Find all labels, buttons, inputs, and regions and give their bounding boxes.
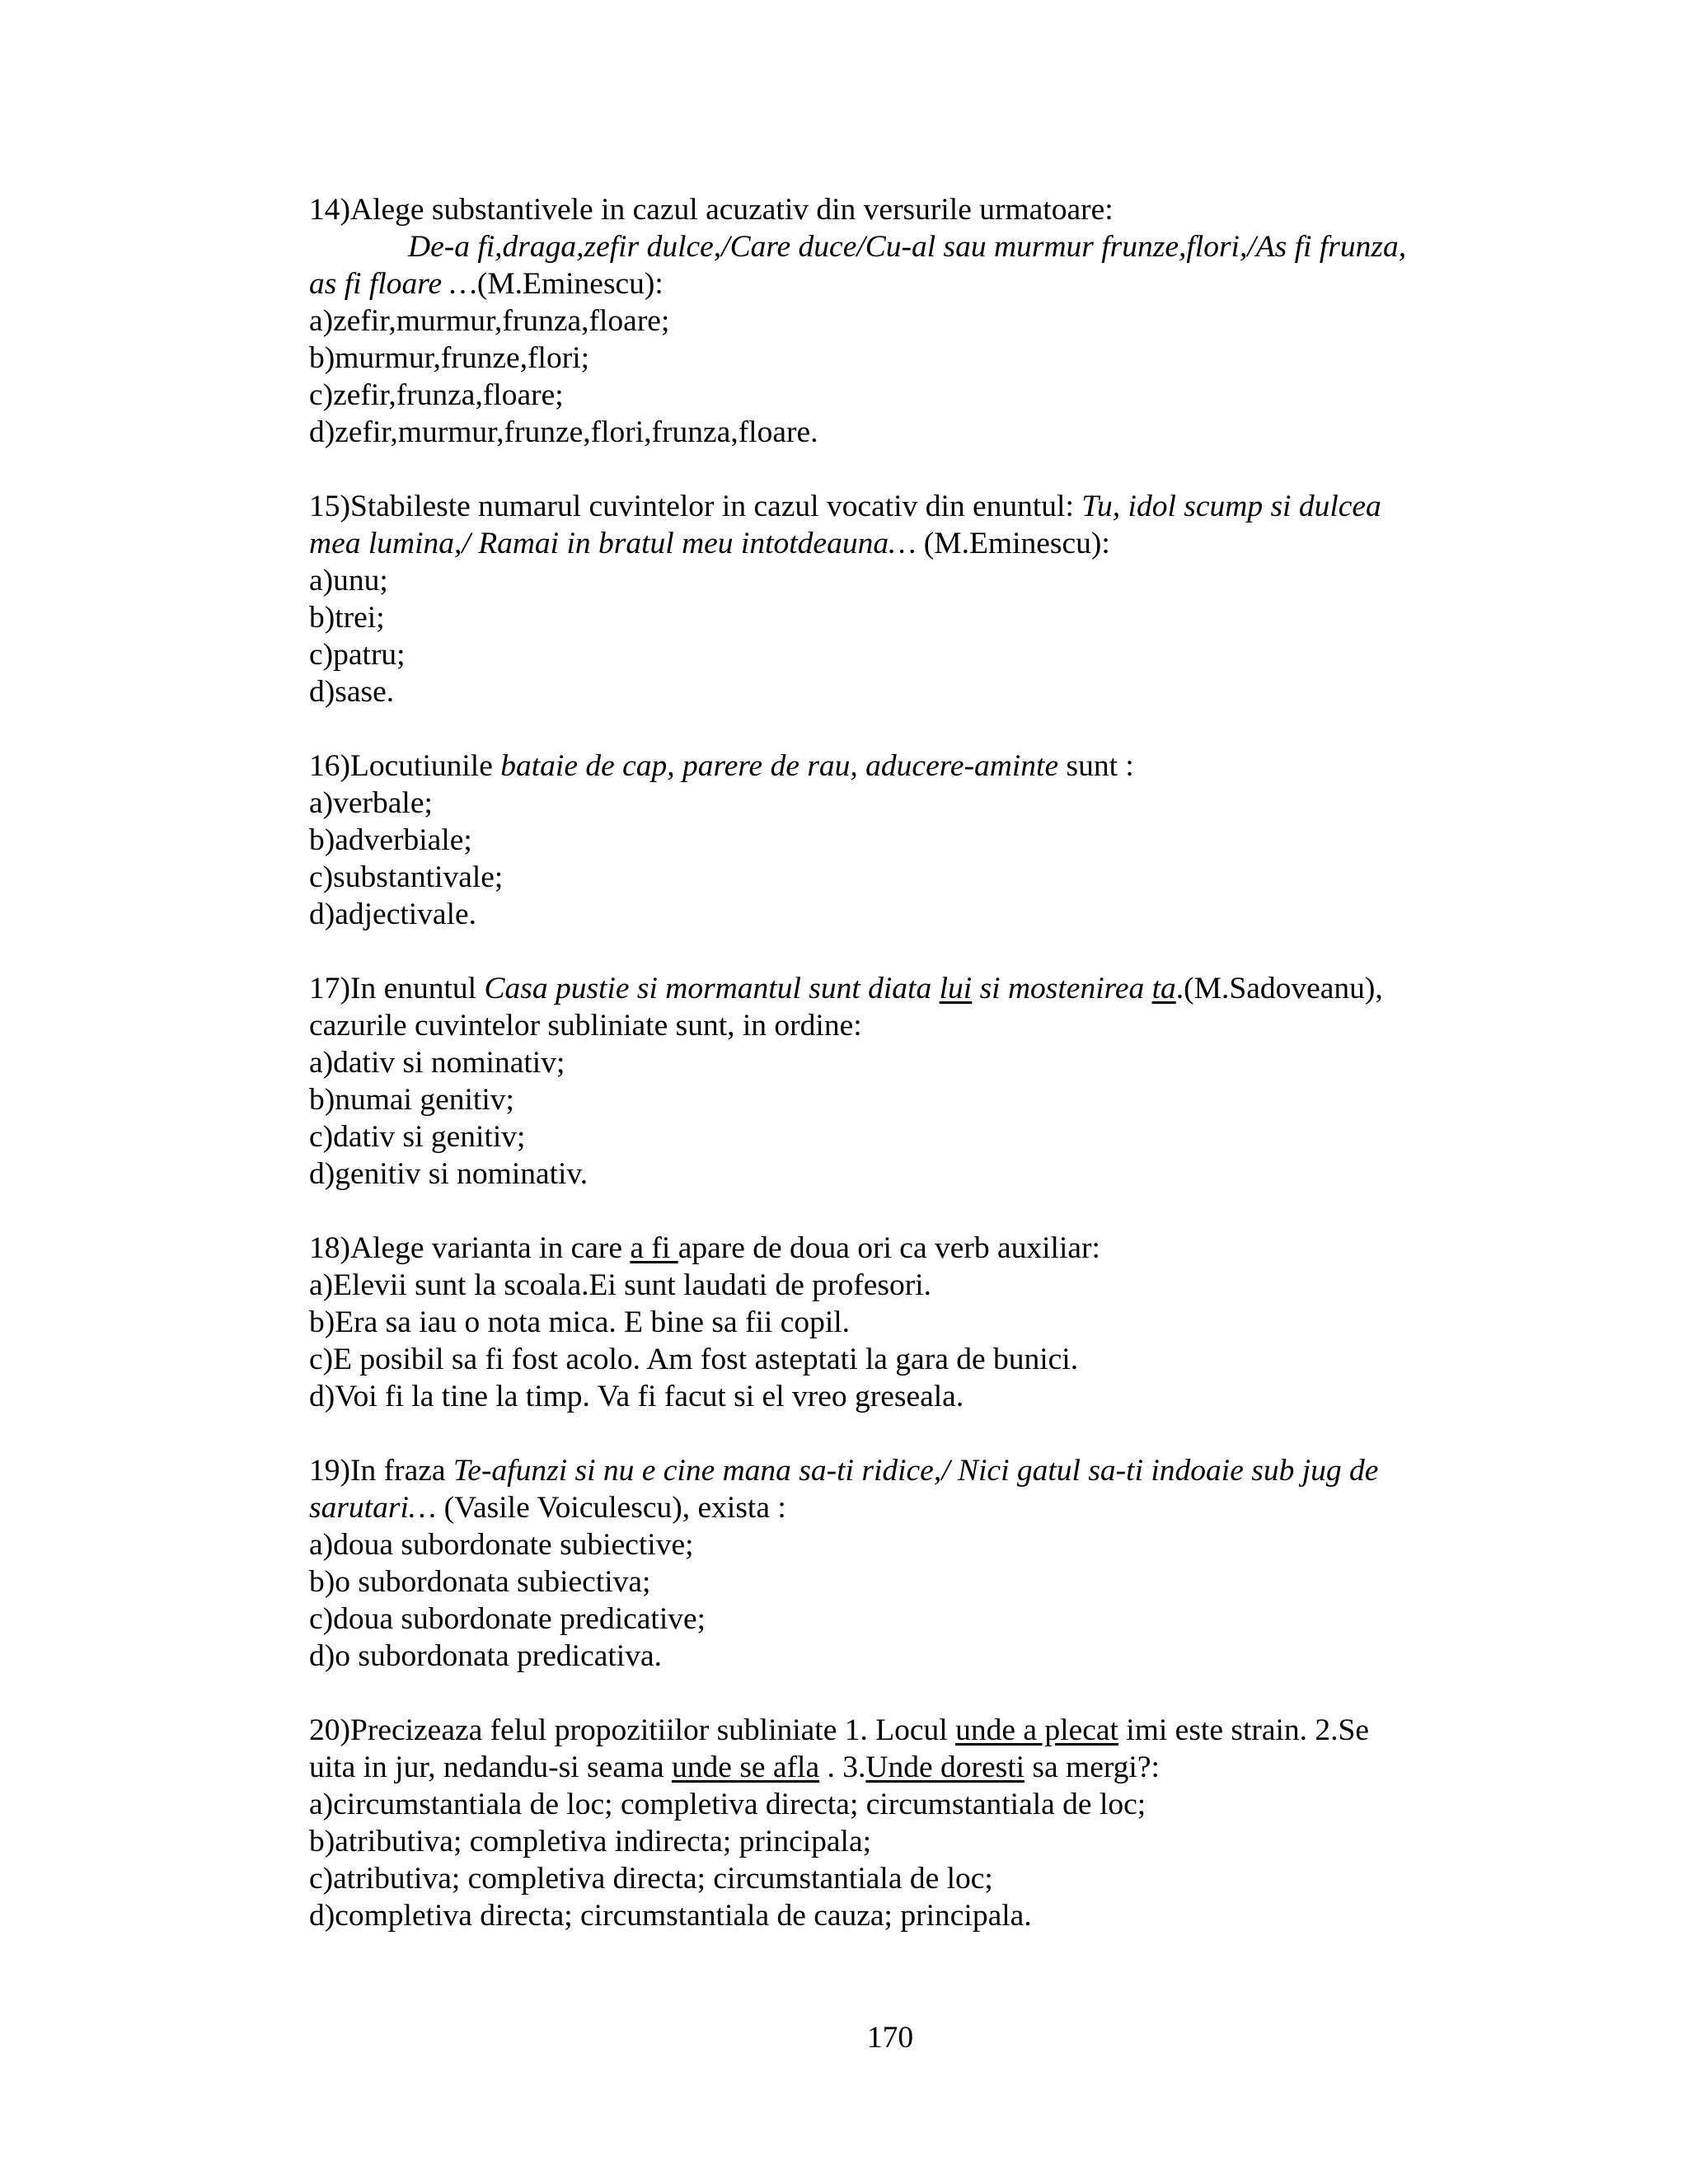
emphasized-text: Unde doresti — [865, 1750, 1025, 1784]
question-text-line — [309, 1489, 1479, 1526]
question-q15 — [309, 488, 1479, 710]
question-text: cazurile cuvintelor subliniate sunt, in ordine: — [309, 1009, 862, 1043]
question-text: imi este strain. 2.Se — [1118, 1713, 1370, 1747]
question-q20 — [309, 1712, 1479, 1934]
emphasized-text: a fi — [630, 1231, 678, 1265]
question-text-line — [309, 525, 1479, 562]
answer-option: a)circumstantiala de loc; completiva directa; circumstantiala de loc; — [309, 1788, 1146, 1821]
question-text: (M.Eminescu): — [916, 527, 1110, 560]
answer-option: b)o subordonata subiectiva; — [309, 1565, 651, 1599]
question-text: 16)Locutiunile — [309, 749, 501, 783]
page-number: 170 — [866, 2021, 914, 2055]
answer-option: c)doua subordonate predicative; — [309, 1602, 706, 1636]
answer-option: a)verbale; — [309, 786, 433, 820]
question-text: 14)Alege substantivele in cazul acuzativ din versurile urmatoare: — [309, 193, 1114, 227]
answer-option: a)Elevii sunt la scoala.Ei sunt laudati de profesori. — [309, 1268, 931, 1302]
answer-option: d)completiva directa; circumstantiala de cauza; principala. — [309, 1899, 1032, 1933]
document-page — [309, 191, 1479, 1971]
answer-option: b)murmur,frunze,flori; — [309, 341, 590, 375]
emphasized-text: unde a plecat — [955, 1713, 1118, 1747]
emphasized-text: lui — [939, 972, 973, 1005]
emphasized-text: unde se afla — [672, 1750, 820, 1784]
question-text-line — [309, 265, 1479, 302]
question-text: 17)In enuntul — [309, 972, 485, 1005]
question-q17 — [309, 970, 1479, 1193]
answer-option: a)unu; — [309, 564, 388, 598]
answer-option: b)atributiva; completiva indirecta; principala; — [309, 1825, 872, 1858]
emphasized-text: Te-afunzi si nu e cine mana sa-ti ridice,/ Nici gatul sa-ti indoaie sub jug de — [452, 1454, 1379, 1488]
emphasized-text: bataie de cap, parere de rau, aducere-aminte — [500, 749, 1059, 783]
answer-option: a)zefir,murmur,frunza,floare; — [309, 304, 670, 338]
question-text: (Vasile Voiculescu), exista : — [436, 1491, 786, 1525]
answer-option: d)sase. — [309, 675, 395, 709]
answer-option: d)zefir,murmur,frunze,flori,frunza,floare. — [309, 415, 818, 449]
answer-option: b)adverbiale; — [309, 823, 472, 857]
emphasized-text: Tu, idol scump si dulcea — [1081, 490, 1381, 523]
answer-option: d)Voi fi la tine la timp. Va fi facut si el vreo greseala. — [309, 1380, 964, 1413]
answer-option: b)numai genitiv; — [309, 1083, 514, 1117]
question-text-line — [309, 1452, 1479, 1489]
emphasized-text: as fi floare … — [309, 267, 477, 301]
question-text-line — [309, 488, 1479, 525]
emphasized-text: ta — [1151, 972, 1176, 1005]
question-q16 — [309, 748, 1479, 933]
emphasized-text: mea lumina,/ Ramai in bratul meu intotdeauna… — [309, 527, 917, 560]
question-text: . 3. — [819, 1750, 866, 1784]
answer-option: c)substantivale; — [309, 860, 504, 894]
question-text: apare de doua ori ca verb auxiliar: — [678, 1231, 1100, 1265]
question-q18 — [309, 1230, 1479, 1415]
question-text: sunt : — [1058, 749, 1134, 783]
question-text-line — [309, 970, 1479, 1007]
question-text-line — [309, 228, 1479, 265]
question-q14 — [309, 191, 1479, 451]
question-text-line — [309, 1749, 1479, 1786]
question-text: uita in jur, nedandu-si seama — [309, 1750, 673, 1784]
answer-option: c)dativ si genitiv; — [309, 1120, 526, 1154]
question-text: sa mergi?: — [1025, 1750, 1160, 1784]
question-text: 19)In fraza — [309, 1454, 453, 1488]
emphasized-text: sarutari… — [309, 1491, 437, 1525]
question-text-line — [309, 1007, 1479, 1044]
question-q19 — [309, 1452, 1479, 1675]
answer-option: b)Era sa iau o nota mica. E bine sa fii copil. — [309, 1305, 851, 1339]
question-text-line — [309, 748, 1479, 785]
question-text: .(M.Sadoveanu), — [1175, 972, 1383, 1005]
question-text-line — [309, 1712, 1479, 1749]
question-text-line — [309, 191, 1479, 228]
emphasized-text: si mostenirea — [972, 972, 1152, 1005]
question-text: 18)Alege varianta in care — [309, 1231, 631, 1265]
answer-option: c)patru; — [309, 638, 406, 672]
answer-option: d)genitiv si nominativ. — [309, 1157, 588, 1191]
answer-option: a)dativ si nominativ; — [309, 1046, 565, 1080]
answer-option: c)zefir,frunza,floare; — [309, 378, 564, 412]
question-text: 15)Stabileste numarul cuvintelor in cazul vocativ din enuntul: — [309, 490, 1082, 523]
emphasized-text: De-a fi,draga,zefir dulce,/Care duce/Cu-al sau murmur frunze,flori,/As fi frunza, — [408, 230, 1407, 264]
answer-option: c)atributiva; completiva directa; circumstantiala de loc; — [309, 1862, 993, 1896]
emphasized-text: Casa pustie si mormantul sunt diata — [484, 972, 940, 1005]
question-text-line — [309, 1230, 1479, 1267]
answer-option: d)o subordonata predicativa. — [309, 1639, 662, 1673]
question-text: 20)Precizeaza felul propozitiilor subliniate 1. Locul — [309, 1713, 956, 1747]
answer-option: d)adjectivale. — [309, 898, 477, 931]
question-text: (M.Eminescu): — [476, 267, 663, 301]
answer-option: b)trei; — [309, 601, 385, 635]
answer-option: c)E posibil sa fi fost acolo. Am fost asteptati la gara de bunici. — [309, 1343, 1079, 1376]
answer-option: a)doua subordonate subiective; — [309, 1528, 694, 1562]
